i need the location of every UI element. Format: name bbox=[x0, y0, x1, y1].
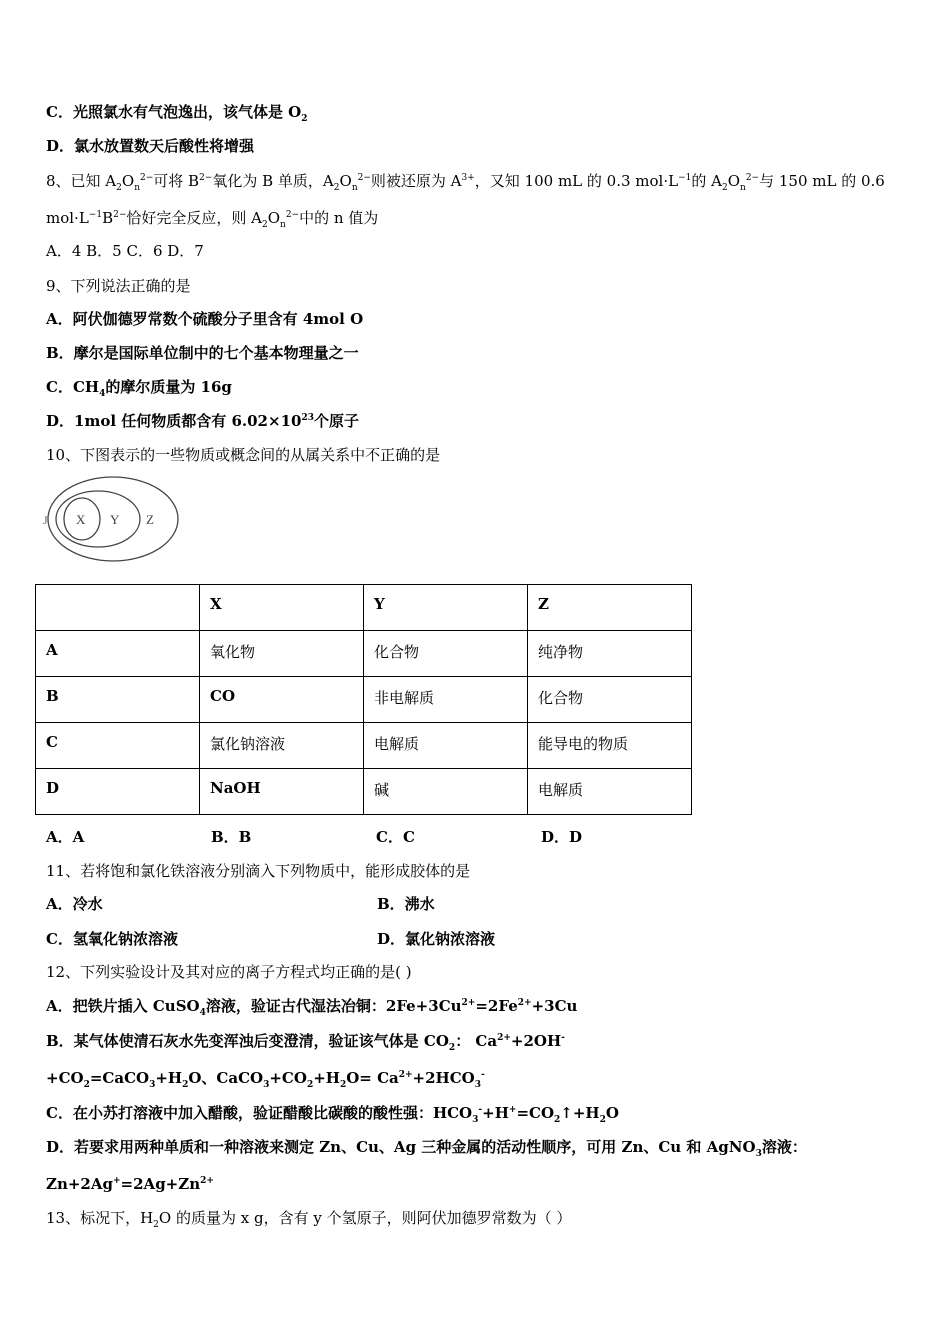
question-10-option-b: B．B bbox=[211, 828, 252, 846]
table-cell: D bbox=[36, 769, 200, 815]
table-cell bbox=[36, 585, 200, 631]
question-12-option-d-line-1: D．若要求用两种单质和一种溶液来测定 Zn、Cu、Ag 三种金属的活动性顺序，可用 Zn、Cu 和 AgNO$_3$溶液： bbox=[46, 1138, 807, 1159]
question-9-option-c: C．$CH_4$的摩尔质量为 16g bbox=[46, 378, 232, 399]
question-11: 11、若将饱和氯化铁溶液分别滴入下列物质中，能形成胶体的是 bbox=[46, 862, 471, 880]
table-cell: 非电解质 bbox=[364, 677, 528, 723]
venn-z-label: Z bbox=[146, 512, 154, 527]
table-cell: 氯化钠溶液 bbox=[200, 723, 364, 769]
table-cell: 碱 bbox=[364, 769, 528, 815]
question-9-option-b: B．摩尔是国际单位制中的七个基本物理量之一 bbox=[46, 344, 359, 362]
table-cell: 氧化物 bbox=[200, 631, 364, 677]
question-9-option-a: A．阿伏伽德罗常数个硫酸分子里含有 4mol O bbox=[46, 310, 364, 328]
question-12-option-d-line-2: $Zn+2Ag^+=2Ag+Zn^{2+}$ bbox=[46, 1175, 214, 1193]
question-10-option-d: D．D bbox=[541, 828, 583, 846]
question-13: 13、标况下，$H_2O$ 的质量为 x g，含有 y 个氢原子，则阿伏加德罗常数为（ ） bbox=[46, 1209, 572, 1230]
table-cell: C bbox=[36, 723, 200, 769]
option-d-chlorine-acidity: D．氯水放置数天后酸性将增强 bbox=[46, 137, 255, 155]
table-row bbox=[36, 631, 692, 677]
question-9: 9、下列说法正确的是 bbox=[46, 277, 191, 295]
question-8-options: A．4 B．5 C．6 D．7 bbox=[46, 242, 204, 260]
table-row bbox=[36, 769, 692, 815]
option-c-chlorine-light: C．光照氯水有气泡逸出，该气体是 $O_2$ bbox=[46, 103, 308, 124]
table-cell: 化合物 bbox=[364, 631, 528, 677]
venn-y-label: Y bbox=[110, 512, 120, 527]
table-cell: Z bbox=[528, 585, 692, 631]
question-11-option-d: D．氯化钠浓溶液 bbox=[377, 930, 496, 948]
venn-y-ellipse bbox=[56, 491, 140, 547]
question-12-option-b-line-1: B．某气体使清石灰水先变浑浊后变澄清，验证该气体是 $CO_2$： $Ca^{2+}+2OH^-$ bbox=[46, 1032, 565, 1053]
question-9-option-d: D．1mol 任何物质都含有 $6.02\times 10^{23}$个原子 bbox=[46, 412, 359, 430]
question-12: 12、下列实验设计及其对应的离子方程式均正确的是( ) bbox=[46, 963, 412, 981]
venn-diagram bbox=[40, 472, 185, 566]
question-10-option-a: A．A bbox=[46, 828, 85, 846]
table-cell: X bbox=[200, 585, 364, 631]
table-cell: B bbox=[36, 677, 200, 723]
table-cell: 能导电的物质 bbox=[528, 723, 692, 769]
question-12-option-c: C．在小苏打溶液中加入醋酸，验证醋酸比碳酸的酸性强：$HCO_3^-+H^+=CO_2↑+H_2O$ bbox=[46, 1104, 619, 1125]
question-8-line-2: $mol\cdot L^{-1}B^{2-}$恰好完全反应，则 $A_2O_n^{2-}$中的 n 值为 bbox=[46, 209, 379, 230]
table-cell: CO bbox=[200, 677, 364, 723]
classification-table bbox=[35, 584, 692, 815]
table-row bbox=[36, 677, 692, 723]
question-12-option-a: A．把铁片插入 CuSO$_4$溶液，验证古代湿法冶铜：$2Fe+3Cu^{2+}=2Fe^{2+}+3Cu$ bbox=[46, 997, 578, 1018]
question-11-option-b: B．沸水 bbox=[377, 895, 435, 913]
table-cell: 化合物 bbox=[528, 677, 692, 723]
table-cell: A bbox=[36, 631, 200, 677]
question-11-option-c: C．氢氧化钠浓溶液 bbox=[46, 930, 178, 948]
table-cell: NaOH bbox=[200, 769, 364, 815]
table-header-row bbox=[36, 585, 692, 631]
table-cell: 纯净物 bbox=[528, 631, 692, 677]
question-12-option-b-line-2: $+CO_2=CaCO_3+H_2O$、$CaCO_3+CO_2+H_2O= Ca^{2+}+2HCO_3^-$ bbox=[46, 1069, 485, 1090]
venn-edge-mark: J bbox=[43, 513, 48, 527]
question-10: 10、下图表示的一些物质或概念间的从属关系中不正确的是 bbox=[46, 446, 441, 464]
table-cell: Y bbox=[364, 585, 528, 631]
table-cell: 电解质 bbox=[364, 723, 528, 769]
question-8-line-1: 8、已知 $A_2O_n^{2-}$可将 $B^{2-}$氧化为 B 单质，$A_2O_n^{2-}$则被还原为 $A^{3+}$，又知 100 mL 的 0.3 $mol\cdot L^{-1}$的 $A_2O_n^{2-}$与 150 mL 的 0.6 bbox=[46, 172, 885, 193]
table-cell: 电解质 bbox=[528, 769, 692, 815]
table-row bbox=[36, 723, 692, 769]
question-11-option-a: A．冷水 bbox=[46, 895, 103, 913]
venn-x-label: X bbox=[76, 512, 86, 527]
question-10-option-c: C．C bbox=[376, 828, 415, 846]
